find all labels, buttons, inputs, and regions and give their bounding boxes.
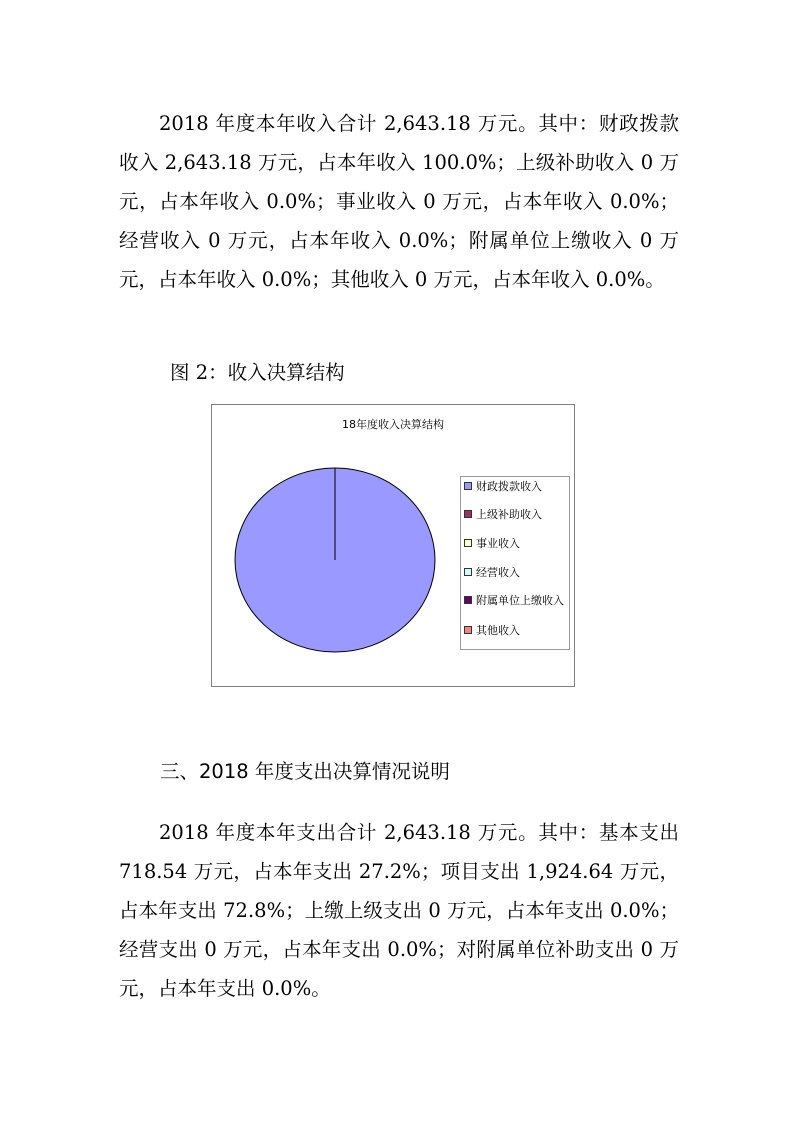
income-paragraph [119,104,679,299]
legend-label: 上级补助收入 [476,508,542,521]
figure-caption: 图 2：收入决算结构 [170,361,345,384]
legend-label: 其他收入 [476,624,520,637]
legend-swatch [464,539,472,547]
legend-label: 经营收入 [476,566,520,579]
income-pie-chart [211,404,575,687]
section-heading: 三、2018 年度支出决算情况说明 [160,760,450,783]
legend-label: 财政拨款收入 [476,480,542,493]
expense-paragraph [119,813,679,1008]
expense-paragraph-text: 2018 年度本年支出合计 2,643.18 万元。其中：基本支出 718.54 万元，占本年支出 27.2%；项目支出 1,924.64 万元，占本年支出 72.8%；上缴上级支出 0 万元，占本年支出 0.0%；经营支出 0 万元，占本年支出 0.0%；对附属单位补助支出 0 万元，占本年支出 0.0%。 [119,821,679,1000]
chart-title: 18年度收入决算结构 [342,418,444,431]
chart-legend [460,476,570,650]
pie-group [235,468,435,652]
legend-label: 附属单位上缴收入 [476,594,564,607]
legend-swatch [464,510,472,518]
legend-swatch [464,596,472,604]
income-paragraph-text: 2018 年度本年收入合计 2,643.18 万元。其中：财政拨款收入 2,643.18 万元，占本年收入 100.0%；上级补助收入 0 万元，占本年收入 0.0%；事业收入 0 万元，占本年收入 0.0%；经营收入 0 万元，占本年收入 0.0%；附属单位上缴收入 0 万元，占本年收入 0.0%；其他收入 0 万元，占本年收入 0.0%。 [119,112,679,291]
legend-swatch [464,626,472,634]
legend-swatch [464,482,472,490]
legend-swatch [464,568,472,576]
legend-label: 事业收入 [476,537,520,550]
